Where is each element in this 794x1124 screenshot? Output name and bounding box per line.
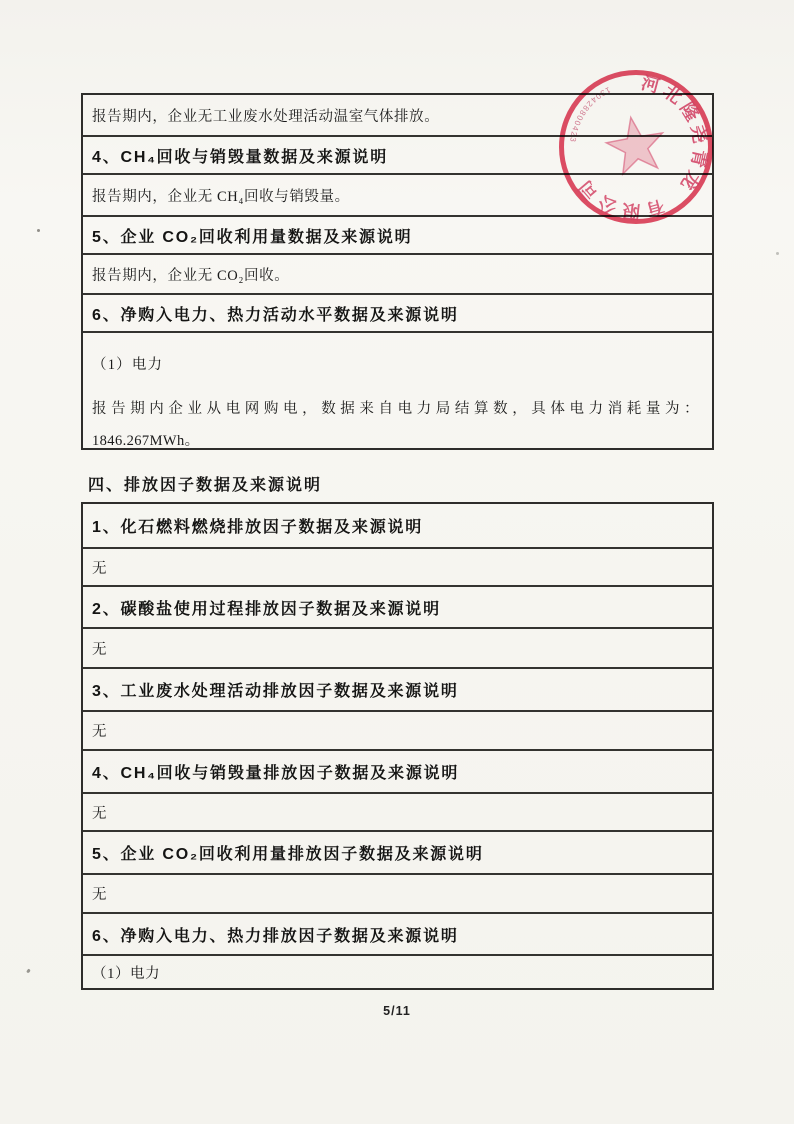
table-row-electricity-heat-heading [83,293,712,331]
table-row-electricity-sub [83,954,712,988]
electricity-description: 报告期内企业从电网购电，数据来自电力局结算数，具体电力消耗量为： [92,401,704,417]
seal-company-name-bottom: 有限公司 [572,173,667,222]
row-text: 3、工业废水处理活动排放因子数据及来源说明 [92,683,459,700]
row-text: 无 [92,724,108,740]
table-row-fossil-fuel-factor-heading [83,504,712,547]
table-row-co2-recovery-heading [83,215,712,253]
table-row-none [83,710,712,749]
table-row-electricity-detail [83,331,712,448]
row-text: 2、碳酸盐使用过程排放因子数据及来源说明 [92,600,441,618]
table-row-ch4-factor-heading [83,749,712,792]
scan-speck [26,969,31,974]
section-heading-emission-factors: 四、排放因子数据及来源说明 [88,477,323,494]
row-text: 报告期内，企业无 CH₄回收与销毁量。 [92,188,350,205]
row-text: 无 [92,560,108,577]
electricity-consumption-value: 1846.267MWh。 [92,433,200,449]
table-row-ch4-recovery-heading [83,135,712,173]
table-row-none [83,627,712,667]
table-row-none [83,873,712,912]
row-text: 4、CH₄回收与销毁量数据及来源说明 [92,148,389,166]
scan-speck [37,229,40,232]
row-text: （1）电力 [92,965,161,982]
seal-company-name-top: 河北隆尧青龙 [639,72,711,198]
table-row [83,253,712,293]
table-row-wastewater-factor-heading [83,667,712,710]
row-text: 无 [92,641,108,658]
row-text: 1、化石燃料燃烧排放因子数据及来源说明 [92,519,424,536]
table-row-electricity-factor-heading [83,912,712,954]
row-text: 报告期内，企业无工业废水处理活动温室气体排放。 [92,108,440,125]
emission-factor-table [81,502,714,990]
scan-speck [776,252,779,255]
row-text: 5、企业 CO₂回收利用量数据及来源说明 [92,228,413,246]
row-text: 6、净购入电力、热力活动水平数据及来源说明 [92,306,459,324]
activity-data-table [81,93,714,450]
table-row [83,173,712,215]
electricity-subheading: （1）电力 [92,357,164,373]
table-row-co2-factor-heading [83,830,712,873]
table-row-none [83,547,712,585]
row-text: 6、净购入电力、热力排放因子数据及来源说明 [92,927,459,945]
row-text: 无 [92,887,108,903]
row-text: 4、CH₄回收与销毁量排放因子数据及来源说明 [92,765,460,782]
row-text: 报告期内，企业无 CO₂回收。 [92,267,290,284]
table-row [83,95,712,135]
seal-registration-code: 130428800423 [568,85,612,144]
table-row-carbonate-factor-heading [83,585,712,627]
page-number: 5/11 [383,1004,411,1018]
row-text: 5、企业 CO₂回收利用量排放因子数据及来源说明 [92,846,484,863]
row-text: 无 [92,805,108,822]
table-row-none [83,792,712,830]
